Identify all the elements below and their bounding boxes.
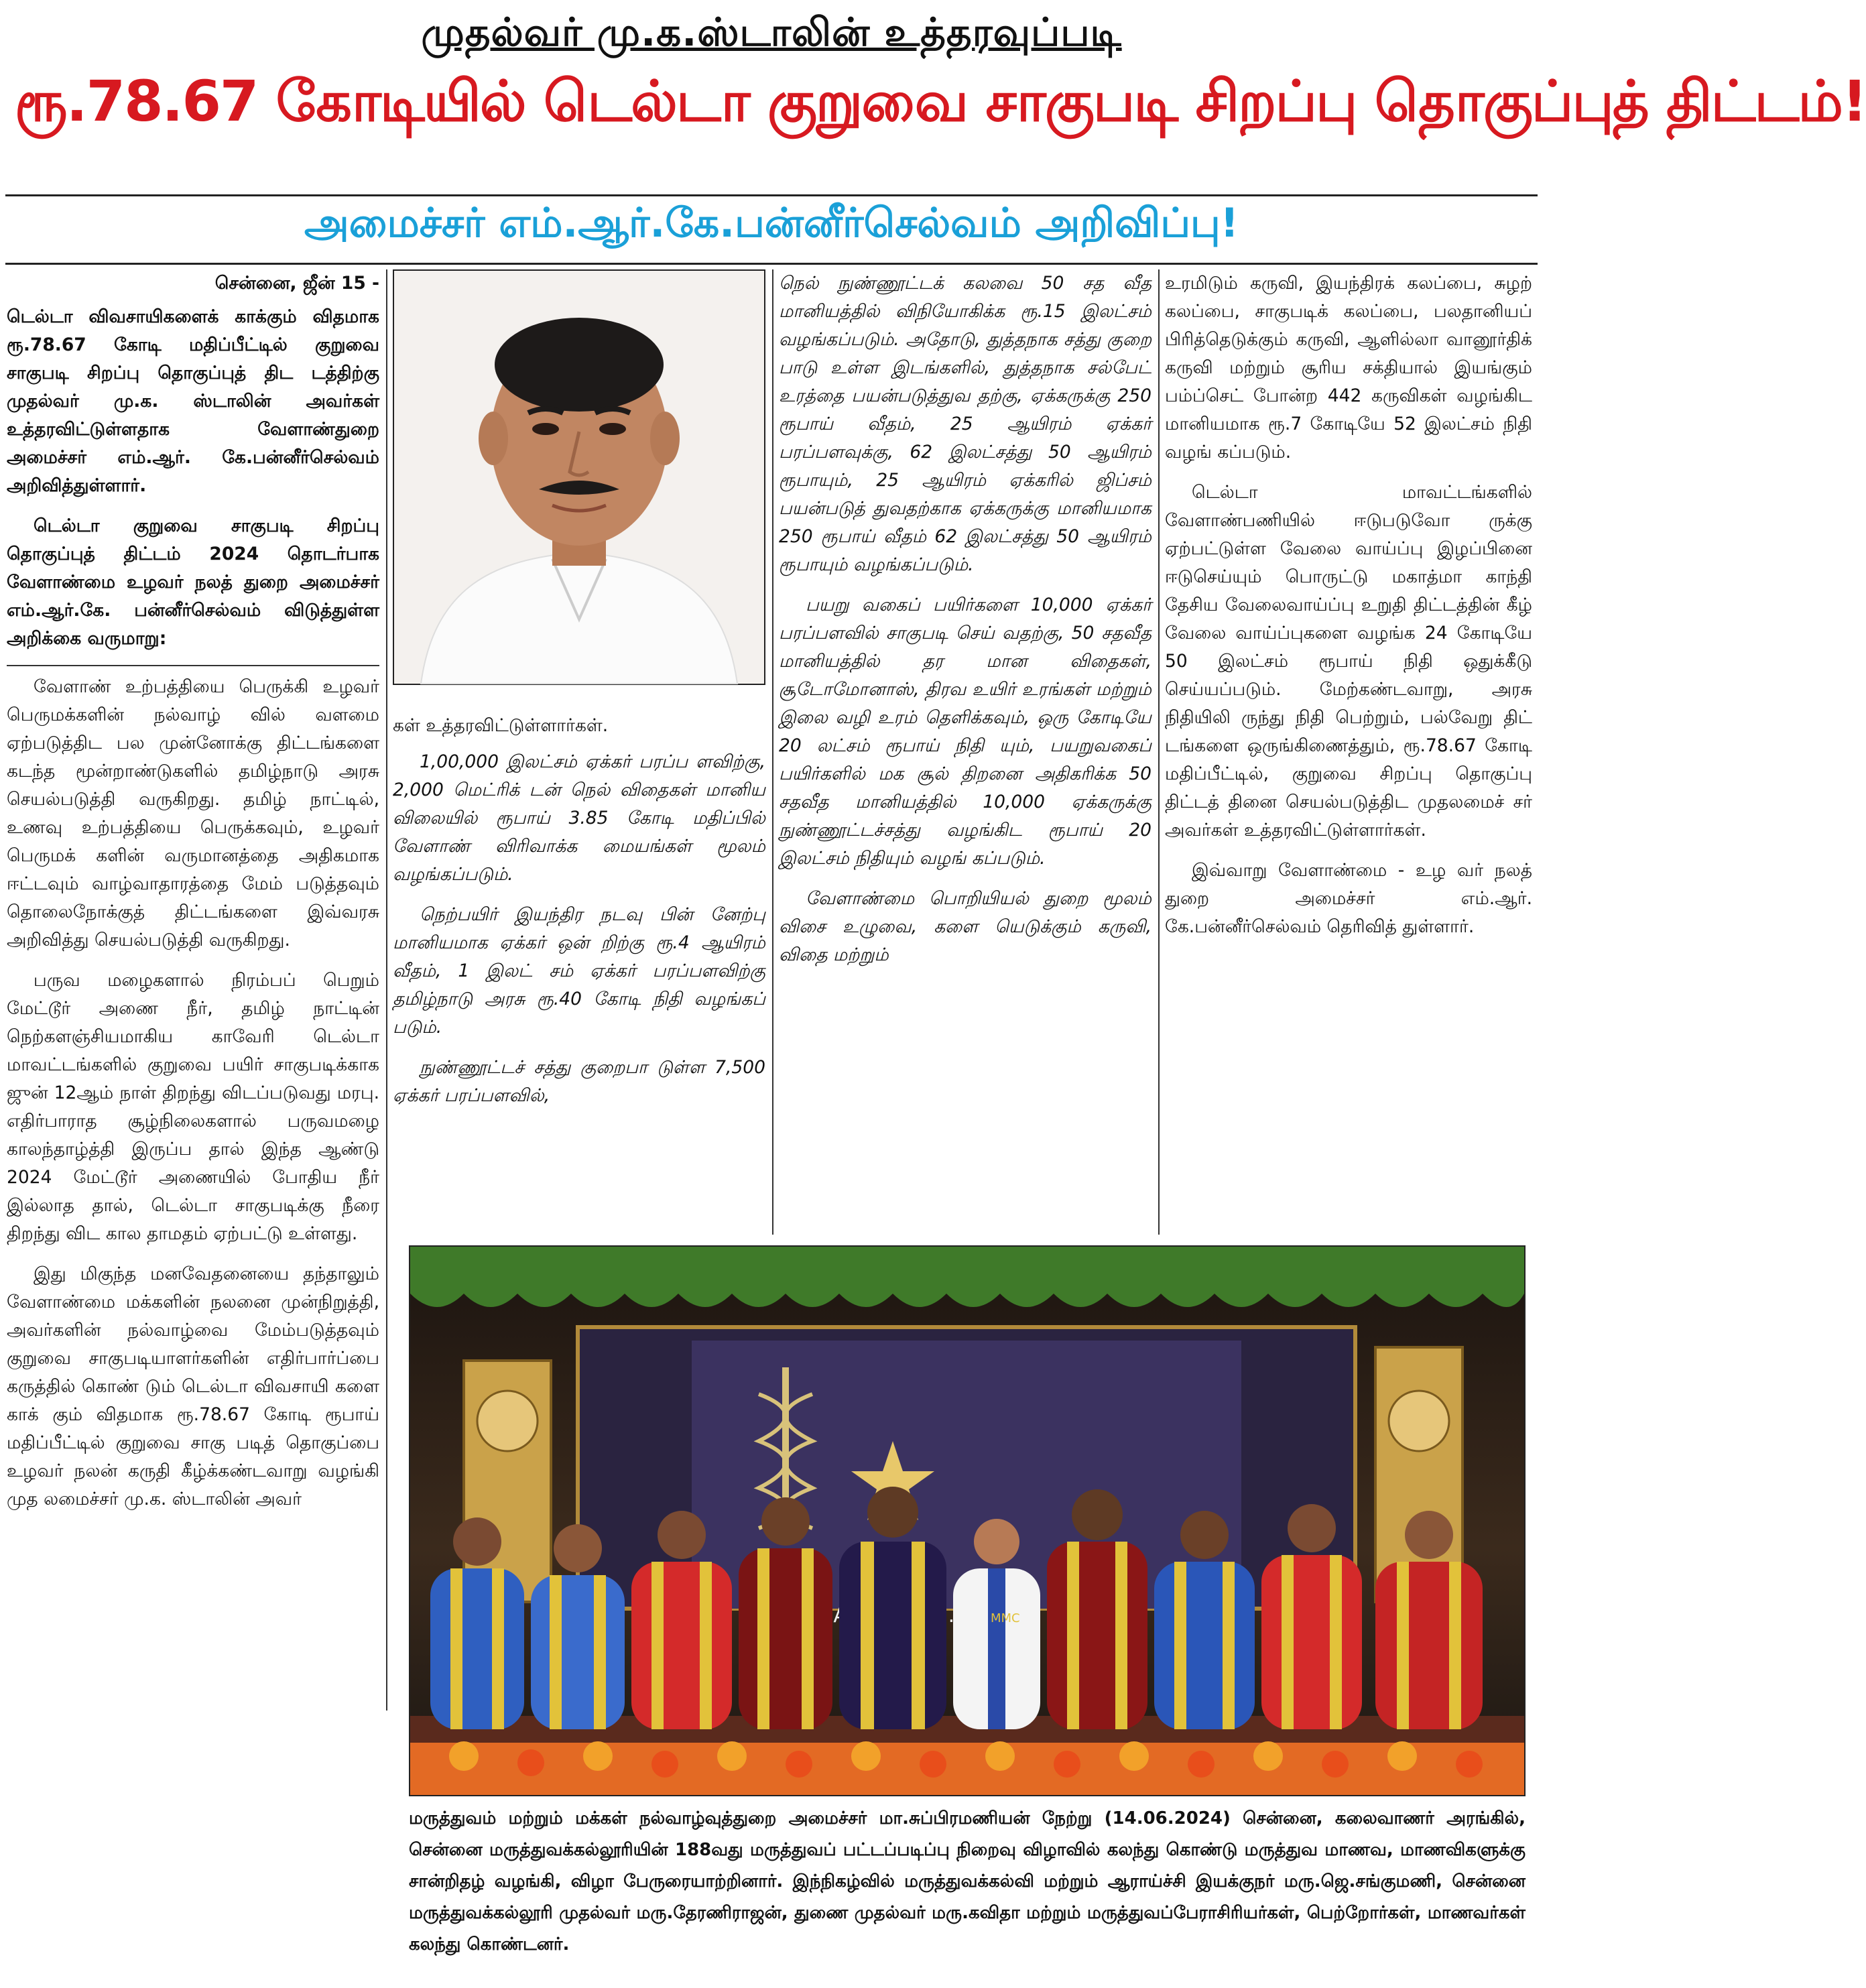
kicker-heading: முதல்வர் மு.க.ஸ்டாலின் உத்தரவுப்படி <box>421 9 1122 55</box>
lead-paragraph-2: டெல்டா குறுவை சாகுபடி சிறப்பு தொகுப்புத் திட்டம் 2024 தொடர்பாக வேளாண்மை உழவர் நலத் துறை அமைச்சர் எம்.ஆர்.கே. பன்னீர்செல்வம் விடுத்துள்ள அறிக்கை வருமாறு: <box>7 515 379 649</box>
portrait-illustration <box>394 271 764 684</box>
minister-portrait-photo <box>393 269 765 685</box>
body-paragraph: பருவ மழைகளால் நிரம்பப் பெறும் மேட்டூர் அணை நீர், தமிழ் நாட்டின் நெற்களஞ்சியமாகிய காவேரி டெல்டா மாவட்டங்களில் குறுவை பயிர் சாகுபடிக்காக ஜுன் 12ஆம் நாள் திறந்து விடப்படுவது மரபு. எதிர்பாராத சூழ்நிலைகளால் பருவமழை காலந்தாழ்த்தி இருப்ப தால் இந்த ஆண்டு 2024 மேட்டூர் அணையில் போதிய நீர் இல்லாத தால், டெல்டா சாகுபடிக்கு நீரை திறந்து விட கால தாமதம் ஏற்பட்டு உள்ளது. <box>7 970 379 1244</box>
convocation-event-photo <box>409 1245 1526 1796</box>
column-3 <box>779 269 1152 981</box>
column-divider <box>1158 269 1160 1235</box>
column-1 <box>7 269 379 1526</box>
body-paragraph: நெற்பயிர் இயந்திர நடவு பின் னேற்பு மானியமாக ஏக்கர் ஒன் றிற்கு ரூ.4 ஆயிரம் வீதம், 1 இலட் சம் ஏக்கர் பரப்பளவிற்கு தமிழ்நாடு அரசு ரூ.40 கோடி நிதி வழங்கப் படும். <box>393 904 765 1038</box>
lead-paragraph: டெல்டா விவசாயிகளைக் காக்கும் விதமாக ரூ.78.67 கோடி மதிப்பீட்டில் குறுவை சாகுபடி சிறப்பு தொகுப்புத் திட டத்திற்கு முதல்வர் மு.க. ஸ்டாலின் அவர்கள் உத்தரவிட்டுள்ளதாக வேளாண்துறை அமைச்சர் எம்.ஆர். கே.பன்னீர்செல்வம் அறிவித்துள்ளார். <box>7 306 379 496</box>
lead-divider <box>7 665 379 666</box>
column-4 <box>1165 269 1532 953</box>
column-2 <box>393 712 765 1122</box>
body-paragraph: உரமிடும் கருவி, இயந்திரக் கலப்பை, சுழற் கலப்பை, சாகுபடிக் கலப்பை, பலதானியப் பிரித்தெடுக்கும் கருவி, ஆளில்லா வானூர்திக் கருவி மற்றும் சூரிய சக்தியால் இயங்கும் பம்ப்செட் போன்ற 442 கருவிகள் வழங்கிட மானியமாக ரூ.7 கோடியே 52 இலட்சம் நிதி வழங் கப்படும். <box>1165 273 1532 462</box>
headline-rule <box>5 194 1538 196</box>
body-paragraph: இவ்வாறு வேளாண்மை - உழ வர் நலத் துறை அமைச்சர் எம்.ஆர். கே.பன்னீர்செல்வம் தெரிவித் துள்ளார். <box>1165 860 1532 937</box>
gown-badge-text: MMC <box>991 1611 1020 1625</box>
column-divider <box>772 269 773 1235</box>
body-paragraph: இது மிகுந்த மனவேதனையை தந்தாலும் வேளாண்மை மக்களின் நலனை முன்நிறுத்தி, அவர்களின் நல்வாழ்வை மேம்படுத்தவும் குறுவை சாகுபடியாளர்களின் எதிர்பார்ப்பை கருத்தில் கொண் டும் டெல்டா விவசாயி களை காக் கும் விதமாக ரூ.78.67 கோடி ரூபாய் மதிப்பீட்டில் குறுவை சாகு படித் தொகுப்பை உழவர் நலன் கருதி கீழ்க்கண்டவாறு வழங்கி முத லமைச்சர் மு.க. ஸ்டாலின் அவர் <box>7 1263 379 1509</box>
body-paragraph: டெல்டா மாவட்டங்களில் வேளாண்பணியில் ஈடுபடுவோ ருக்கு ஏற்பட்டுள்ள வேலை வாய்ப்பு இழப்பினை ஈடுசெய்யும் பொருட்டு மகாத்மா காந்தி தேசிய வேலைவாய்ப்பு உறுதி திட்டத்தின் கீழ் வேலை வாய்ப்புகளை வழங்க 24 கோடியே 50 இலட்சம் ரூபாய் நிதி ஒதுக்கீடு செய்யப்படும். மேற்கண்டவாறு, அரசு நிதியிலி ருந்து நிதி பெற்றும், பல்வேறு திட் டங்களை ஒருங்கிணைத்தும், ரூ.78.67 கோடி மதிப்பீட்டில், குறுவை சிறப்பு தொகுப்பு திட்டத் தினை செயல்படுத்திட முதலமைச் சர் அவர்கள் உத்தரவிட்டுள்ளார்கள். <box>1165 482 1532 841</box>
main-headline: ரூ.78.67 கோடியில் டெல்டா குறுவை சாகுபடி சிறப்பு தொகுப்புத் திட்டம்! <box>15 68 1866 134</box>
event-illustration <box>410 1247 1524 1795</box>
body-paragraph: நுண்ணூட்டச் சத்து குறைபா டுள்ள 7,500 ஏக்கர் பரப்பளவில், <box>393 1057 765 1106</box>
column-2-body <box>393 748 765 1110</box>
body-paragraph: நெல் நுண்ணூட்டக் கலவை 50 சத வீத மானியத்தில் விநியோகிக்க ரூ.15 இலட்சம் வழங்கப்படும். அதோடு, துத்தநாக சத்து குறை பாடு உள்ள இடங்களில், துத்தநாக சல்பேட் உரத்தை பயன்படுத்துவ தற்கு, ஏக்கருக்கு 250 ரூபாய் வீதம், 25 ஆயிரம் ஏக்கர் பரப்பளவுக்கு, 62 இலட்சத்து 50 ஆயிரம் ரூபாயும், 25 ஆயிரம் ஏக்கரில் ஜிப்சம் பயன்படுத் துவதற்காக ஏக்கருக்கு மானியமாக 250 ரூபாய் வீதம் 62 இலட்சத்து 50 ஆயிரம் ரூபாயும் வழங்கப்படும். <box>779 273 1152 575</box>
body-paragraph: பயறு வகைப் பயிர்களை 10,000 ஏக்கர் பரப்பளவில் சாகுபடி செய் வதற்கு, 50 சதவீத மானியத்தில் தர மான விதைகள், சூடோமோனாஸ், திரவ உயிர் உரங்கள் மற்றும் இலை வழி உரம் தெளிக்கவும், ஒரு கோடியே 20 லட்சம் ரூபாய் நிதி யும், பயறுவகைப் பயிர்களில் மக சூல் திறனை அதிகரிக்க 50 சதவீத மானியத்தில் 10,000 ஏக்கருக்கு நுண்ணூட்டச்சத்து வழங்கிட ரூபாய் 20 இலட்சம் நிதியும் வழங் கப்படும். <box>779 595 1152 869</box>
body-paragraph: வேளாண் உற்பத்தியை பெருக்கி உழவர் பெருமக்களின் நல்வாழ் வில் வளமை ஏற்படுத்திட பல முன்னோக்கு திட்டங்களை கடந்த மூன்றாண்டுகளில் தமிழ்நாடு அரசு செயல்படுத்தி வருகிறது. தமிழ் நாட்டில், உணவு உற்பத்தியை பெருக்கவும், உழவர் பெருமக் களின் வருமானத்தை அதிகமாக ஈட்டவும் வாழ்வாதாரத்தை மேம் படுத்தவும் தொலைநோக்குத் திட்டங்களை இவ்வரசு அறிவித்து செயல்படுத்தி வருகிறது. <box>7 676 379 950</box>
body-paragraph: 1,00,000 இலட்சம் ஏக்கர் பரப்ப ளவிற்கு, 2,000 மெட்ரிக் டன் நெல் விதைகள் மானிய விலையில் ரூபாய் 3.85 கோடி மதிப்பில் வேளாண் விரிவாக்க மையங்கள் மூலம் வழங்கப்படும். <box>393 751 765 885</box>
dateline: சென்னை, ஜீன் 15 - <box>214 273 379 294</box>
header-bottom-rule <box>5 263 1538 265</box>
photo-caption: மருத்துவம் மற்றும் மக்கள் நல்வாழ்வுத்துறை அமைச்சர் மா.சுப்பிரமணியன் நேற்று (14.06.2024) சென்னை, கலைவாணர் அரங்கில், சென்னை மருத்துவக்கல்லூரியின் 188வது மருத்துவப் பட்டப்படிப்பு நிறைவு விழாவில் கலந்து கொண்டு மருத்துவ மாணவ, மாணவிகளுக்கு சான்றிதழ் வழங்கி, விழா பேருரையாற்றினார். இந்நிகழ்வில் மருத்துவக்கல்வி மற்றும் ஆராய்ச்சி இயக்குநர் மரு.ஜெ.சங்குமணி, சென்னை மருத்துவக்கல்லூரி முதல்வர் மரு.தேரணிராஜன், துணை முதல்வர் மரு.கவிதா மற்றும் மருத்துவப்பேராசிரியர்கள், பெற்றோர்கள், மாணவர்கள் கலந்து கொண்டனர். <box>409 1808 1526 1954</box>
column-divider <box>386 269 387 1711</box>
continued-line: கள் உத்தரவிட்டுள்ளார்கள். <box>393 715 609 736</box>
body-paragraph: வேளாண்மை பொறியியல் துறை மூலம் விசை உழுவை, களை யெடுக்கும் கருவி, விதை மற்றும் <box>779 888 1152 965</box>
subheadline: அமைச்சர் எம்.ஆர்.கே.பன்னீர்செல்வம் அறிவிப்பு! <box>304 200 1239 247</box>
